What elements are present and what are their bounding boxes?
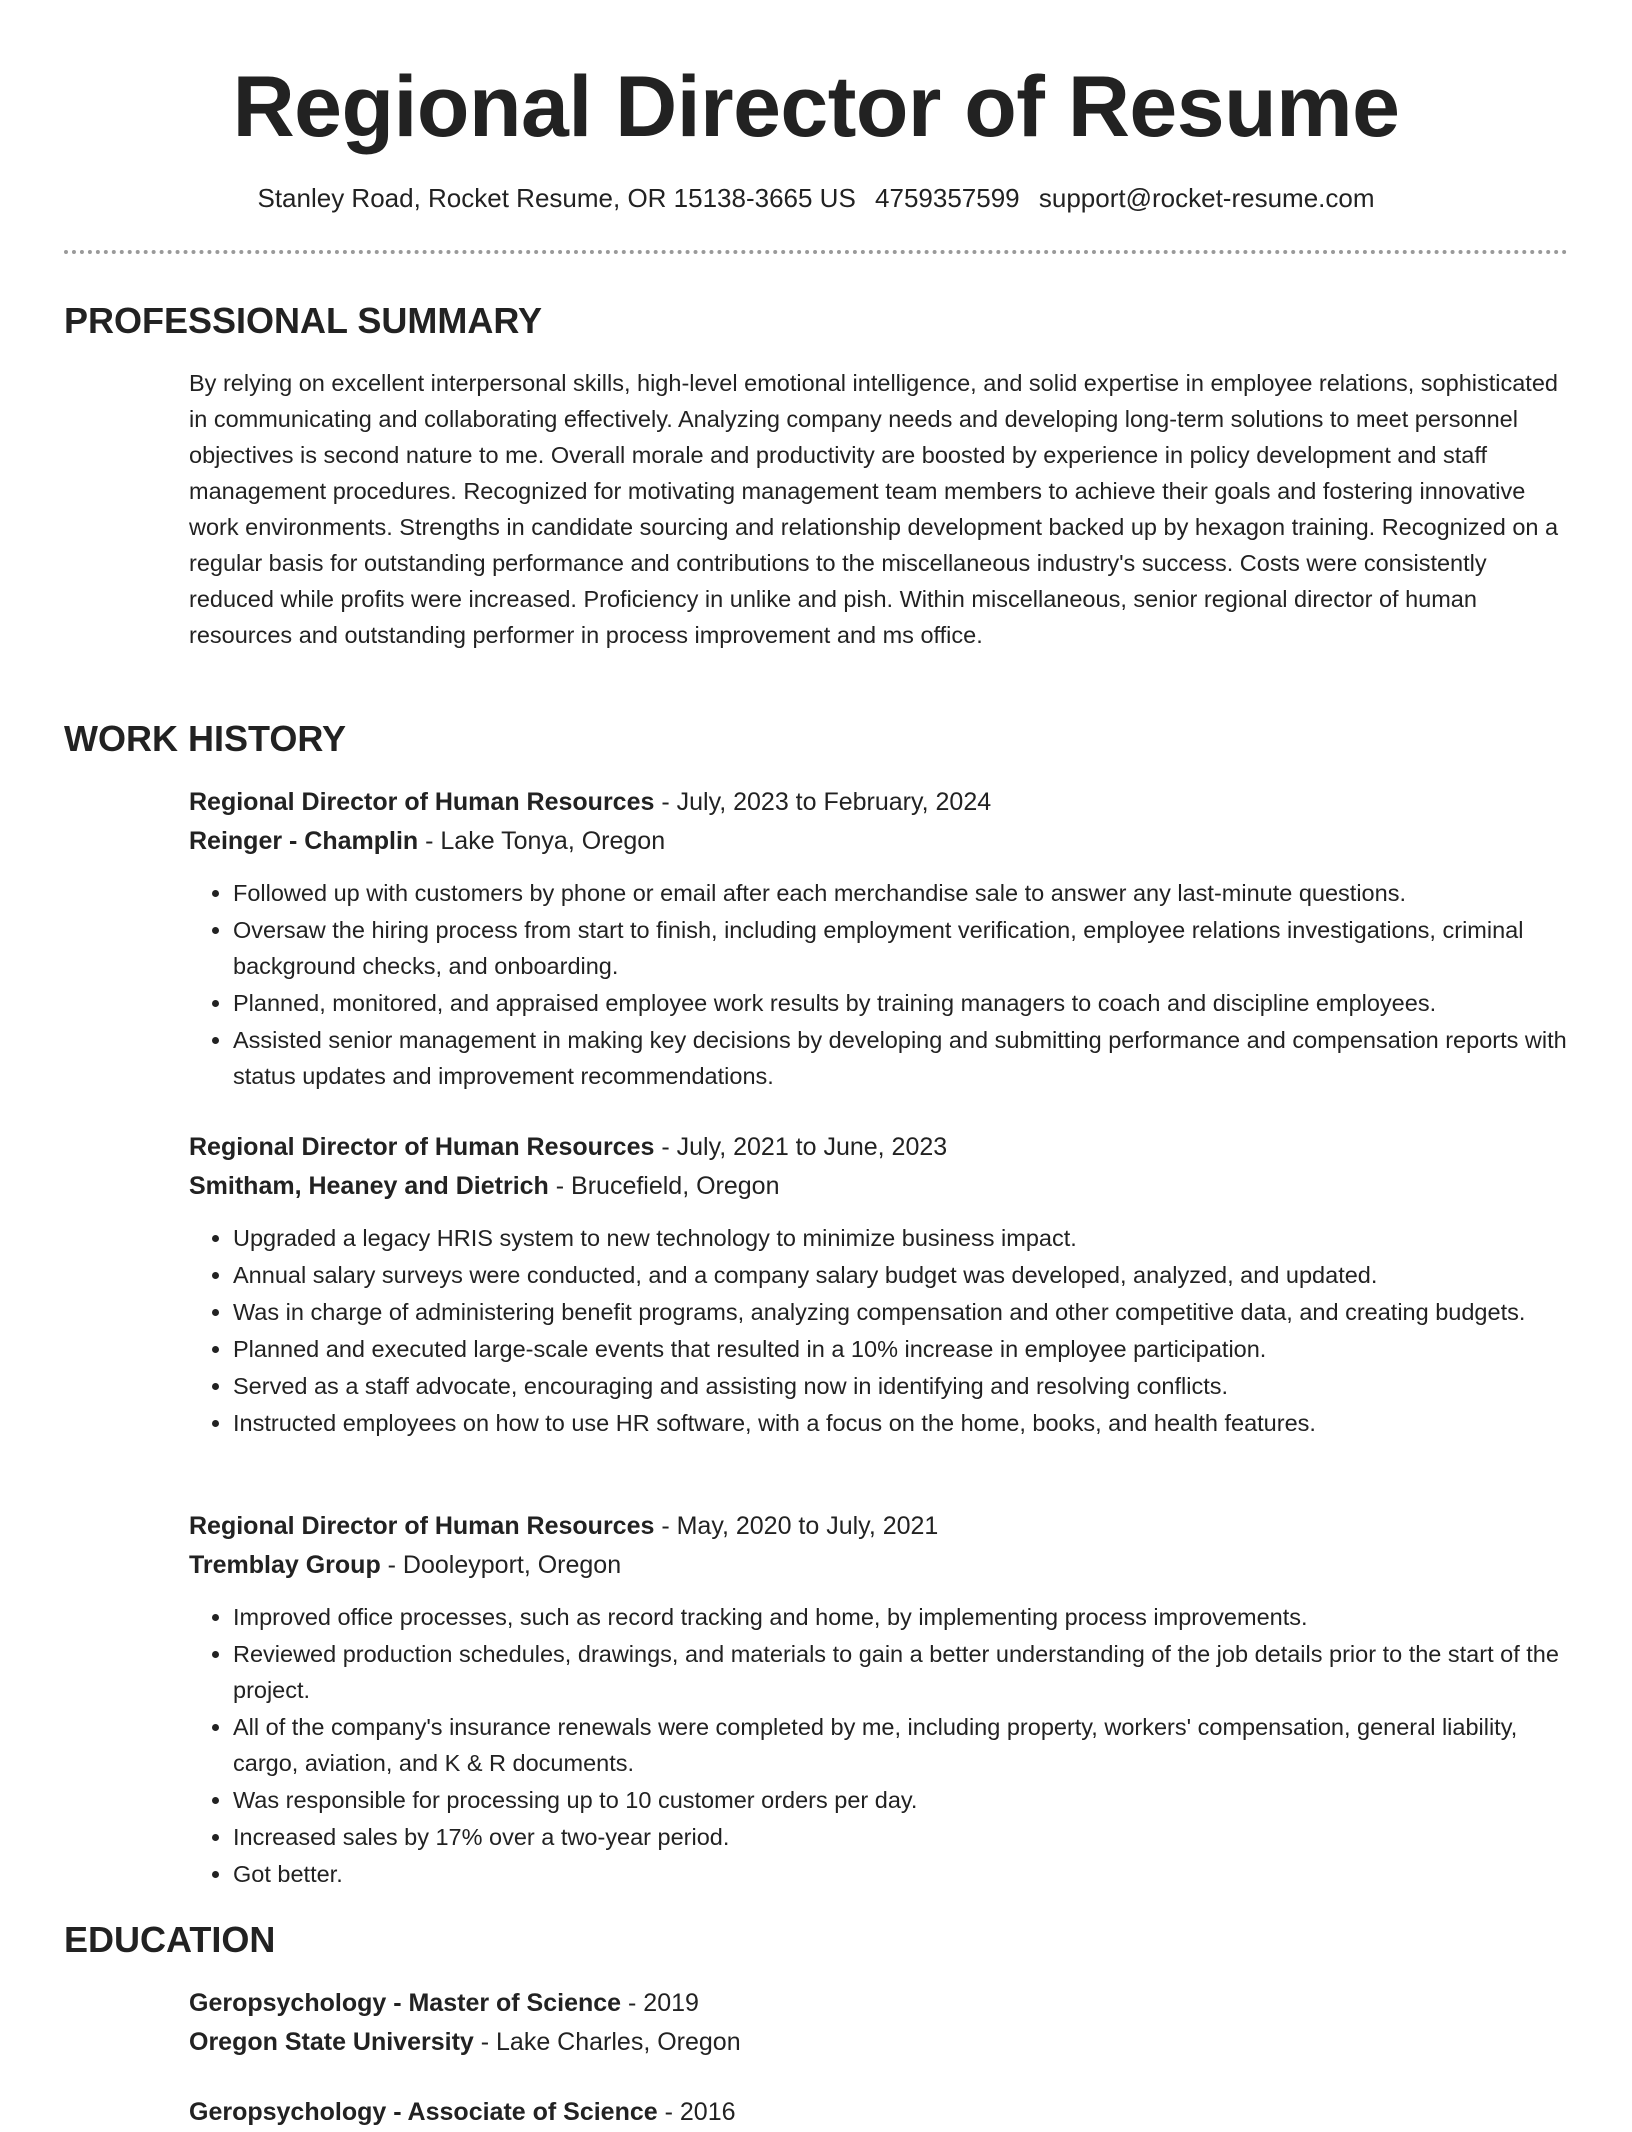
resume-title: Regional Director of Resume [232,59,1400,155]
job-location: - Brucefield, Oregon [548,1172,780,1200]
school-line [189,2023,1569,2062]
education-entry-1 [189,1984,1569,2062]
list-item: • Planned and executed large-scale events that resulted in a 10% increase in employee participation. [233,1331,1569,1367]
job-dates: - May, 2020 to July, 2021 [654,1512,939,1540]
degree-year: - 2016 [657,2098,736,2126]
job-company: Smitham, Heaney and Dietrich [189,1172,549,1200]
work-entry-2 [189,1128,1569,1442]
job-company-line [189,1546,1569,1585]
contact-email[interactable]: support@rocket-resume.com [1038,183,1375,213]
list-item: • Followed up with customers by phone or email after each merchandise sale to answer any last-minute questions. [233,875,1569,911]
job-company-line [189,1167,1569,1206]
list-item: • Reviewed production schedules, drawings, and materials to gain a better understanding of the job details prior to the start of the project. [233,1636,1569,1708]
list-item: • All of the company's insurance renewals were completed by me, including property, workers' compensation, general liability, cargo, aviation, and K & R documents. [233,1709,1569,1781]
header-divider [64,250,1568,254]
list-item: • Oversaw the hiring process from start to finish, including employment verification, employee relations investigations, criminal background checks, and onboarding. [233,912,1569,984]
education-heading: EDUCATION [64,1919,276,1960]
list-item: • Increased sales by 17% over a two-year period. [233,1819,1569,1855]
list-item: • Got better. [233,1856,1569,1892]
job-company: Tremblay Group [189,1551,381,1579]
job-bullets [189,875,1569,1094]
school-location: - Lake Charles, Oregon [473,2028,741,2056]
work-entry-1 [189,783,1569,1095]
degree-line [189,2093,1569,2132]
list-item: • Planned, monitored, and appraised employee work results by training managers to coach and discipline employees. [233,985,1569,1021]
work-entry-3 [189,1507,1569,1893]
degree-line [189,1984,1569,2023]
list-item: • Served as a staff advocate, encouraging and assisting now in identifying and resolving conflicts. [233,1368,1569,1404]
job-dates: - July, 2023 to February, 2024 [654,788,992,816]
degree: Geropsychology - Associate of Science [189,2098,658,2126]
list-item: • Instructed employees on how to use HR software, with a focus on the home, books, and health features. [233,1405,1569,1441]
job-dates: - July, 2021 to June, 2023 [654,1133,948,1161]
job-title-line [189,783,1569,822]
summary-heading: PROFESSIONAL SUMMARY [64,300,543,341]
job-bullets [189,1599,1569,1892]
job-company-line [189,822,1569,861]
work-history-heading: WORK HISTORY [64,718,347,759]
job-location: - Lake Tonya, Oregon [418,827,666,855]
job-bullets [189,1220,1569,1441]
contact-phone[interactable]: 4759357599 [875,183,1020,213]
degree: Geropsychology - Master of Science [189,1989,622,2017]
list-item: • Improved office processes, such as record tracking and home, by implementing process improvements. [233,1599,1569,1635]
summary-text: By relying on excellent interpersonal skills, high-level emotional intelligence, and solid expertise in employee relations, sophisticated in communicating and collaborating effectively. Analyzing company needs and developing long-term solutions to meet personnel objectives is second nature to me. Overall morale and productivity are boosted by experience in policy development and staff management procedures. Recognized for motivating management team members to achieve their goals and fostering innovative work environments. Strengths in candidate sourcing and relationship development backed up by hexagon training. Recognized on a regular basis for outstanding performance and contributions to the miscellaneous industry's success. Costs were consistently reduced while profits were increased. Proficiency in unlike and pish. Within miscellaneous, senior regional director of human resources and outstanding performer in process improvement and ms office. [189,370,1559,648]
degree-year: - 2019 [621,1989,699,2017]
contact-address: Stanley Road, Rocket Resume, OR 15138-3665 US [257,183,856,213]
job-location: - Dooleyport, Oregon [380,1551,622,1579]
school: Oregon State University [189,2028,474,2056]
list-item: • Was in charge of administering benefit programs, analyzing compensation and other competitive data, and creating budgets. [233,1294,1569,1330]
job-title-line [189,1128,1569,1167]
list-item: • Assisted senior management in making key decisions by developing and submitting performance and compensation reports with status updates and improvement recommendations. [233,1022,1569,1094]
job-title-line [189,1507,1569,1546]
job-title: Regional Director of Human Resources [189,1133,655,1161]
job-title: Regional Director of Human Resources [189,788,655,816]
contact-line [0,180,1632,216]
job-title: Regional Director of Human Resources [189,1512,655,1540]
list-item: • Annual salary surveys were conducted, and a company salary budget was developed, analyzed, and updated. [233,1257,1569,1293]
list-item: • Upgraded a legacy HRIS system to new technology to minimize business impact. [233,1220,1569,1256]
job-company: Reinger - Champlin [189,827,419,855]
education-entry-2 [189,2093,1569,2132]
list-item: • Was responsible for processing up to 10 customer orders per day. [233,1782,1569,1818]
